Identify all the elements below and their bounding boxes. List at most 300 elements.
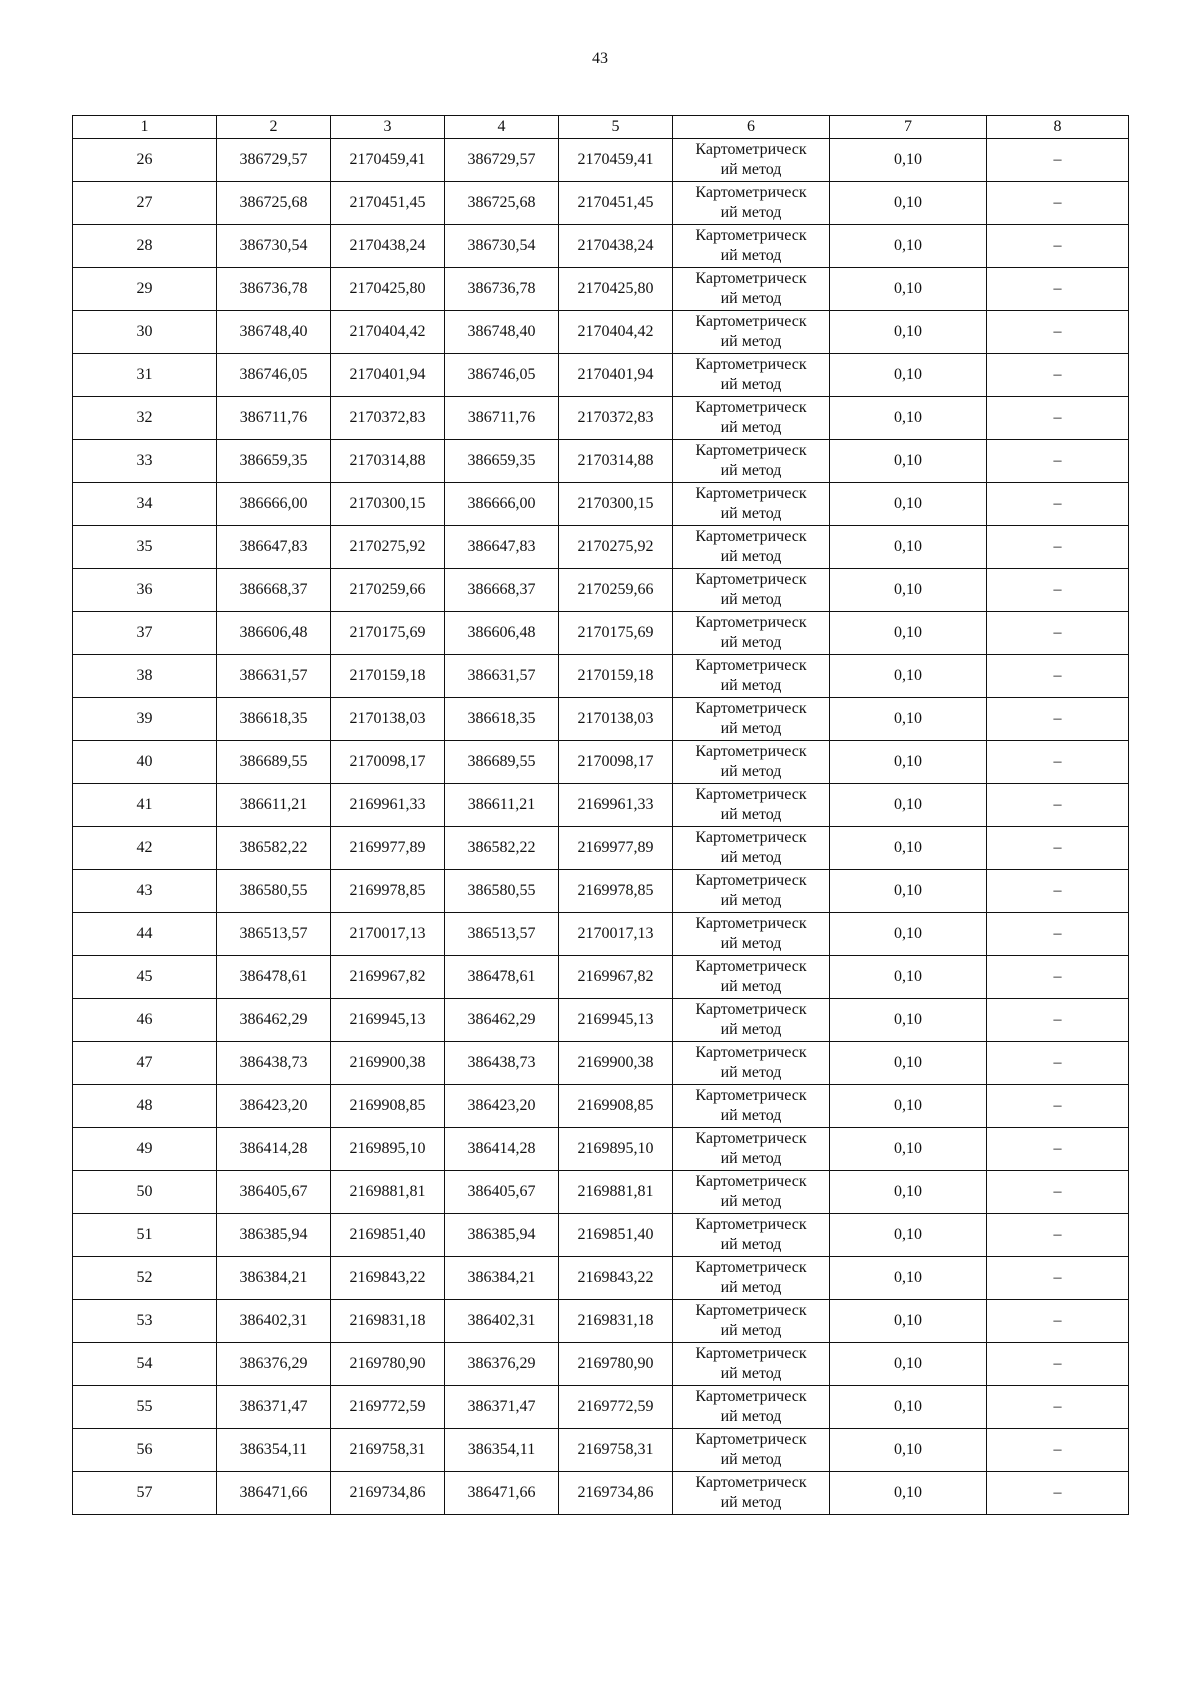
method-line-1: Картометрическ bbox=[695, 1302, 807, 1319]
table-cell-method bbox=[673, 1472, 830, 1515]
table-cell-n: 34 bbox=[73, 483, 217, 526]
method-line-1: Картометрическ bbox=[695, 1216, 807, 1233]
table-cell-x2: 386582,22 bbox=[445, 827, 559, 870]
table-cell-note: – bbox=[987, 311, 1129, 354]
method-line-2: ий метод bbox=[720, 591, 782, 608]
table-cell-x1: 386748,40 bbox=[217, 311, 331, 354]
method-line-2: ий метод bbox=[720, 1021, 782, 1038]
table-row bbox=[73, 655, 1129, 698]
header-row bbox=[73, 116, 1129, 139]
method-line-2: ий метод bbox=[720, 892, 782, 909]
column-header: 2 bbox=[217, 116, 331, 139]
table-cell-y2: 2169843,22 bbox=[559, 1257, 673, 1300]
table-cell-y2: 2169967,82 bbox=[559, 956, 673, 999]
table-cell-y2: 2169895,10 bbox=[559, 1128, 673, 1171]
table-cell-method bbox=[673, 612, 830, 655]
table-row bbox=[73, 1214, 1129, 1257]
table-cell-x1: 386730,54 bbox=[217, 225, 331, 268]
table-cell-method bbox=[673, 225, 830, 268]
table-row bbox=[73, 268, 1129, 311]
table-row bbox=[73, 784, 1129, 827]
table-cell-x1: 386659,35 bbox=[217, 440, 331, 483]
table-cell-acc: 0,10 bbox=[830, 182, 987, 225]
table-cell-y1: 2170017,13 bbox=[331, 913, 445, 956]
table-cell-method bbox=[673, 1343, 830, 1386]
method-line-2: ий метод bbox=[720, 1322, 782, 1339]
table-cell-x2: 386580,55 bbox=[445, 870, 559, 913]
table-cell-n: 52 bbox=[73, 1257, 217, 1300]
method-line-1: Картометрическ bbox=[695, 270, 807, 287]
table-cell-method bbox=[673, 784, 830, 827]
table-cell-method bbox=[673, 1128, 830, 1171]
table-body bbox=[73, 139, 1129, 1515]
method-line-2: ий метод bbox=[720, 849, 782, 866]
table-row bbox=[73, 182, 1129, 225]
table-row bbox=[73, 999, 1129, 1042]
table-cell-y2: 2170438,24 bbox=[559, 225, 673, 268]
table-row bbox=[73, 612, 1129, 655]
table-cell-x1: 386471,66 bbox=[217, 1472, 331, 1515]
method-line-1: Картометрическ bbox=[695, 614, 807, 631]
table-cell-method bbox=[673, 1257, 830, 1300]
table-cell-y1: 2169961,33 bbox=[331, 784, 445, 827]
table-cell-note: – bbox=[987, 1343, 1129, 1386]
table-cell-y1: 2170259,66 bbox=[331, 569, 445, 612]
table-cell-y2: 2170404,42 bbox=[559, 311, 673, 354]
table-cell-x1: 386582,22 bbox=[217, 827, 331, 870]
table-cell-x1: 386711,76 bbox=[217, 397, 331, 440]
table-cell-y2: 2170098,17 bbox=[559, 741, 673, 784]
table-cell-y2: 2169900,38 bbox=[559, 1042, 673, 1085]
table-cell-x2: 386668,37 bbox=[445, 569, 559, 612]
table-cell-n: 41 bbox=[73, 784, 217, 827]
table-cell-note: – bbox=[987, 397, 1129, 440]
table-cell-x1: 386736,78 bbox=[217, 268, 331, 311]
table-cell-y2: 2169945,13 bbox=[559, 999, 673, 1042]
method-line-2: ий метод bbox=[720, 1236, 782, 1253]
table-cell-y2: 2169978,85 bbox=[559, 870, 673, 913]
table-cell-method bbox=[673, 1085, 830, 1128]
table-cell-note: – bbox=[987, 1472, 1129, 1515]
table-cell-acc: 0,10 bbox=[830, 225, 987, 268]
table-cell-x1: 386729,57 bbox=[217, 139, 331, 182]
table-cell-method bbox=[673, 913, 830, 956]
table-cell-n: 44 bbox=[73, 913, 217, 956]
method-line-1: Картометрическ bbox=[695, 1001, 807, 1018]
table-cell-x1: 386402,31 bbox=[217, 1300, 331, 1343]
table-cell-x2: 386659,35 bbox=[445, 440, 559, 483]
table-row bbox=[73, 1171, 1129, 1214]
table-cell-y2: 2169780,90 bbox=[559, 1343, 673, 1386]
method-line-2: ий метод bbox=[720, 935, 782, 952]
table-cell-y1: 2169978,85 bbox=[331, 870, 445, 913]
table-cell-note: – bbox=[987, 612, 1129, 655]
table-cell-acc: 0,10 bbox=[830, 1343, 987, 1386]
table-cell-n: 27 bbox=[73, 182, 217, 225]
table-cell-acc: 0,10 bbox=[830, 784, 987, 827]
method-line-1: Картометрическ bbox=[695, 700, 807, 717]
table-cell-acc: 0,10 bbox=[830, 1300, 987, 1343]
table-cell-acc: 0,10 bbox=[830, 440, 987, 483]
table-cell-note: – bbox=[987, 1386, 1129, 1429]
table-row bbox=[73, 1300, 1129, 1343]
method-line-2: ий метод bbox=[720, 161, 782, 178]
table-cell-x1: 386618,35 bbox=[217, 698, 331, 741]
method-line-2: ий метод bbox=[720, 1193, 782, 1210]
table-cell-n: 36 bbox=[73, 569, 217, 612]
table-cell-acc: 0,10 bbox=[830, 354, 987, 397]
table-cell-x2: 386618,35 bbox=[445, 698, 559, 741]
method-line-1: Картометрическ bbox=[695, 141, 807, 158]
method-line-1: Картометрическ bbox=[695, 1388, 807, 1405]
table-cell-y1: 2169758,31 bbox=[331, 1429, 445, 1472]
table-cell-n: 49 bbox=[73, 1128, 217, 1171]
table-cell-n: 57 bbox=[73, 1472, 217, 1515]
method-line-1: Картометрическ bbox=[695, 743, 807, 760]
table-cell-n: 55 bbox=[73, 1386, 217, 1429]
table-cell-n: 45 bbox=[73, 956, 217, 999]
table-cell-note: – bbox=[987, 1085, 1129, 1128]
table-cell-y2: 2170259,66 bbox=[559, 569, 673, 612]
table-cell-x2: 386402,31 bbox=[445, 1300, 559, 1343]
table-cell-n: 51 bbox=[73, 1214, 217, 1257]
table-cell-acc: 0,10 bbox=[830, 1128, 987, 1171]
table-cell-acc: 0,10 bbox=[830, 956, 987, 999]
table-cell-x2: 386478,61 bbox=[445, 956, 559, 999]
table-cell-n: 43 bbox=[73, 870, 217, 913]
table-cell-x2: 386729,57 bbox=[445, 139, 559, 182]
table-cell-x2: 386631,57 bbox=[445, 655, 559, 698]
table-cell-x2: 386666,00 bbox=[445, 483, 559, 526]
table-cell-acc: 0,10 bbox=[830, 655, 987, 698]
table-cell-note: – bbox=[987, 655, 1129, 698]
table-cell-x2: 386471,66 bbox=[445, 1472, 559, 1515]
table-cell-n: 54 bbox=[73, 1343, 217, 1386]
table-cell-y1: 2170098,17 bbox=[331, 741, 445, 784]
table-cell-method bbox=[673, 268, 830, 311]
method-line-2: ий метод bbox=[720, 333, 782, 350]
table-cell-note: – bbox=[987, 741, 1129, 784]
method-line-1: Картометрическ bbox=[695, 1044, 807, 1061]
table-cell-y2: 2169831,18 bbox=[559, 1300, 673, 1343]
table-cell-x1: 386606,48 bbox=[217, 612, 331, 655]
table-cell-x2: 386423,20 bbox=[445, 1085, 559, 1128]
method-line-2: ий метод bbox=[720, 634, 782, 651]
table-cell-x1: 386689,55 bbox=[217, 741, 331, 784]
table-cell-acc: 0,10 bbox=[830, 268, 987, 311]
table-cell-x1: 386580,55 bbox=[217, 870, 331, 913]
table-cell-x1: 386438,73 bbox=[217, 1042, 331, 1085]
table-cell-y1: 2170438,24 bbox=[331, 225, 445, 268]
table-cell-x1: 386631,57 bbox=[217, 655, 331, 698]
table-cell-method bbox=[673, 999, 830, 1042]
page-number: 43 bbox=[592, 50, 608, 67]
table-cell-x1: 386611,21 bbox=[217, 784, 331, 827]
table-row bbox=[73, 440, 1129, 483]
table-cell-method bbox=[673, 397, 830, 440]
table-cell-note: – bbox=[987, 999, 1129, 1042]
table-cell-y1: 2169977,89 bbox=[331, 827, 445, 870]
table-cell-x2: 386748,40 bbox=[445, 311, 559, 354]
method-line-2: ий метод bbox=[720, 1451, 782, 1468]
table-cell-y1: 2170459,41 bbox=[331, 139, 445, 182]
table-cell-acc: 0,10 bbox=[830, 1042, 987, 1085]
table-cell-method bbox=[673, 483, 830, 526]
method-line-1: Картометрическ bbox=[695, 356, 807, 373]
table-cell-method bbox=[673, 526, 830, 569]
table-cell-method bbox=[673, 182, 830, 225]
table-cell-note: – bbox=[987, 1171, 1129, 1214]
table-row bbox=[73, 827, 1129, 870]
table-cell-x1: 386384,21 bbox=[217, 1257, 331, 1300]
table-cell-note: – bbox=[987, 225, 1129, 268]
table-row bbox=[73, 311, 1129, 354]
table-cell-n: 26 bbox=[73, 139, 217, 182]
table-cell-n: 39 bbox=[73, 698, 217, 741]
table-cell-note: – bbox=[987, 1429, 1129, 1472]
table-cell-method bbox=[673, 354, 830, 397]
method-line-1: Картометрическ bbox=[695, 657, 807, 674]
table-cell-y1: 2169881,81 bbox=[331, 1171, 445, 1214]
table-cell-note: – bbox=[987, 569, 1129, 612]
table-cell-method bbox=[673, 311, 830, 354]
table-cell-method bbox=[673, 569, 830, 612]
method-line-2: ий метод bbox=[720, 290, 782, 307]
table-cell-y1: 2170372,83 bbox=[331, 397, 445, 440]
method-line-1: Картометрическ bbox=[695, 958, 807, 975]
table-cell-x2: 386746,05 bbox=[445, 354, 559, 397]
table-row bbox=[73, 569, 1129, 612]
table-cell-x2: 386371,47 bbox=[445, 1386, 559, 1429]
table-row bbox=[73, 354, 1129, 397]
table-cell-y2: 2170372,83 bbox=[559, 397, 673, 440]
table-cell-x1: 386647,83 bbox=[217, 526, 331, 569]
table-cell-y2: 2170425,80 bbox=[559, 268, 673, 311]
method-line-1: Картометрическ bbox=[695, 829, 807, 846]
table-cell-x1: 386385,94 bbox=[217, 1214, 331, 1257]
method-line-1: Картометрическ bbox=[695, 571, 807, 588]
table-cell-y1: 2169945,13 bbox=[331, 999, 445, 1042]
table-cell-y1: 2169734,86 bbox=[331, 1472, 445, 1515]
table-cell-x1: 386725,68 bbox=[217, 182, 331, 225]
method-line-2: ий метод bbox=[720, 1365, 782, 1382]
table-cell-method bbox=[673, 1171, 830, 1214]
table-row bbox=[73, 1429, 1129, 1472]
table-row bbox=[73, 1343, 1129, 1386]
table-cell-note: – bbox=[987, 1257, 1129, 1300]
table-cell-y1: 2169967,82 bbox=[331, 956, 445, 999]
table-cell-y1: 2169780,90 bbox=[331, 1343, 445, 1386]
method-line-1: Картометрическ bbox=[695, 184, 807, 201]
table-row bbox=[73, 397, 1129, 440]
method-line-1: Картометрическ bbox=[695, 1173, 807, 1190]
table-cell-n: 32 bbox=[73, 397, 217, 440]
table-cell-acc: 0,10 bbox=[830, 741, 987, 784]
column-header: 1 bbox=[73, 116, 217, 139]
table-cell-x2: 386513,57 bbox=[445, 913, 559, 956]
method-line-2: ий метод bbox=[720, 419, 782, 436]
method-line-1: Картометрическ bbox=[695, 1474, 807, 1491]
table-cell-y1: 2170314,88 bbox=[331, 440, 445, 483]
table-cell-x1: 386666,00 bbox=[217, 483, 331, 526]
table-cell-acc: 0,10 bbox=[830, 569, 987, 612]
table-cell-method bbox=[673, 1386, 830, 1429]
table-cell-note: – bbox=[987, 354, 1129, 397]
table-cell-x2: 386606,48 bbox=[445, 612, 559, 655]
table-cell-acc: 0,10 bbox=[830, 1214, 987, 1257]
table-cell-note: – bbox=[987, 913, 1129, 956]
table-cell-x1: 386414,28 bbox=[217, 1128, 331, 1171]
table-cell-y2: 2170300,15 bbox=[559, 483, 673, 526]
table-cell-acc: 0,10 bbox=[830, 827, 987, 870]
table-cell-y2: 2170275,92 bbox=[559, 526, 673, 569]
table-cell-y1: 2170138,03 bbox=[331, 698, 445, 741]
table-cell-acc: 0,10 bbox=[830, 483, 987, 526]
table-row bbox=[73, 698, 1129, 741]
table-cell-note: – bbox=[987, 1128, 1129, 1171]
table-cell-acc: 0,10 bbox=[830, 698, 987, 741]
table-cell-method bbox=[673, 741, 830, 784]
table-cell-n: 33 bbox=[73, 440, 217, 483]
method-line-2: ий метод bbox=[720, 763, 782, 780]
table-cell-x2: 386725,68 bbox=[445, 182, 559, 225]
table-cell-method bbox=[673, 1214, 830, 1257]
table-cell-note: – bbox=[987, 1042, 1129, 1085]
table-cell-y2: 2170451,45 bbox=[559, 182, 673, 225]
table-cell-x2: 386385,94 bbox=[445, 1214, 559, 1257]
table-cell-y2: 2169851,40 bbox=[559, 1214, 673, 1257]
table-row bbox=[73, 526, 1129, 569]
method-line-1: Картометрическ bbox=[695, 915, 807, 932]
table-cell-n: 56 bbox=[73, 1429, 217, 1472]
table-cell-x2: 386405,67 bbox=[445, 1171, 559, 1214]
table-cell-note: – bbox=[987, 268, 1129, 311]
table-cell-n: 48 bbox=[73, 1085, 217, 1128]
table-row bbox=[73, 1128, 1129, 1171]
table-cell-x2: 386438,73 bbox=[445, 1042, 559, 1085]
column-header: 3 bbox=[331, 116, 445, 139]
table-cell-note: – bbox=[987, 827, 1129, 870]
table-cell-note: – bbox=[987, 956, 1129, 999]
table-cell-method bbox=[673, 1042, 830, 1085]
table-cell-x1: 386478,61 bbox=[217, 956, 331, 999]
method-line-2: ий метод bbox=[720, 204, 782, 221]
method-line-1: Картометрическ bbox=[695, 227, 807, 244]
table-cell-y1: 2169772,59 bbox=[331, 1386, 445, 1429]
table-cell-method bbox=[673, 870, 830, 913]
table-cell-acc: 0,10 bbox=[830, 1171, 987, 1214]
table-cell-x1: 386746,05 bbox=[217, 354, 331, 397]
table-cell-x1: 386668,37 bbox=[217, 569, 331, 612]
table-cell-acc: 0,10 bbox=[830, 612, 987, 655]
method-line-2: ий метод bbox=[720, 1150, 782, 1167]
table-cell-y1: 2170401,94 bbox=[331, 354, 445, 397]
table-cell-x2: 386711,76 bbox=[445, 397, 559, 440]
method-line-1: Картометрическ bbox=[695, 442, 807, 459]
method-line-2: ий метод bbox=[720, 1064, 782, 1081]
table-cell-note: – bbox=[987, 440, 1129, 483]
table-cell-x2: 386611,21 bbox=[445, 784, 559, 827]
table-cell-acc: 0,10 bbox=[830, 999, 987, 1042]
column-header: 7 bbox=[830, 116, 987, 139]
method-line-1: Картометрическ bbox=[695, 786, 807, 803]
method-line-1: Картометрическ bbox=[695, 313, 807, 330]
method-line-2: ий метод bbox=[720, 376, 782, 393]
table-cell-x2: 386462,29 bbox=[445, 999, 559, 1042]
table-cell-note: – bbox=[987, 182, 1129, 225]
method-line-1: Картометрическ bbox=[695, 485, 807, 502]
table-row bbox=[73, 741, 1129, 784]
table-cell-y1: 2170159,18 bbox=[331, 655, 445, 698]
table-cell-y1: 2170300,15 bbox=[331, 483, 445, 526]
table-cell-n: 40 bbox=[73, 741, 217, 784]
table-row bbox=[73, 1085, 1129, 1128]
table-cell-y2: 2169772,59 bbox=[559, 1386, 673, 1429]
table-cell-x1: 386405,67 bbox=[217, 1171, 331, 1214]
method-line-2: ий метод bbox=[720, 1279, 782, 1296]
table-cell-note: – bbox=[987, 483, 1129, 526]
method-line-2: ий метод bbox=[720, 1494, 782, 1511]
column-header: 4 bbox=[445, 116, 559, 139]
method-line-2: ий метод bbox=[720, 978, 782, 995]
table-cell-acc: 0,10 bbox=[830, 1085, 987, 1128]
table-row bbox=[73, 956, 1129, 999]
method-line-1: Картометрическ bbox=[695, 1130, 807, 1147]
table-row bbox=[73, 139, 1129, 182]
table-cell-y2: 2170401,94 bbox=[559, 354, 673, 397]
method-line-1: Картометрическ bbox=[695, 399, 807, 416]
table-cell-n: 50 bbox=[73, 1171, 217, 1214]
table-cell-x2: 386647,83 bbox=[445, 526, 559, 569]
method-line-1: Картометрическ bbox=[695, 872, 807, 889]
table-cell-n: 35 bbox=[73, 526, 217, 569]
table-cell-y2: 2170159,18 bbox=[559, 655, 673, 698]
column-header: 8 bbox=[987, 116, 1129, 139]
table-cell-acc: 0,10 bbox=[830, 397, 987, 440]
table-cell-note: – bbox=[987, 139, 1129, 182]
table-cell-x1: 386376,29 bbox=[217, 1343, 331, 1386]
table-cell-y1: 2170275,92 bbox=[331, 526, 445, 569]
table-cell-note: – bbox=[987, 1300, 1129, 1343]
table-cell-acc: 0,10 bbox=[830, 311, 987, 354]
table-cell-acc: 0,10 bbox=[830, 1257, 987, 1300]
table-row bbox=[73, 1042, 1129, 1085]
table-cell-y2: 2170017,13 bbox=[559, 913, 673, 956]
table-cell-acc: 0,10 bbox=[830, 870, 987, 913]
table-cell-n: 29 bbox=[73, 268, 217, 311]
table-cell-note: – bbox=[987, 784, 1129, 827]
table-cell-method bbox=[673, 827, 830, 870]
table-cell-x1: 386462,29 bbox=[217, 999, 331, 1042]
method-line-2: ий метод bbox=[720, 677, 782, 694]
column-header: 6 bbox=[673, 116, 830, 139]
table-cell-x2: 386354,11 bbox=[445, 1429, 559, 1472]
table-cell-y1: 2170404,42 bbox=[331, 311, 445, 354]
table-cell-y2: 2169758,31 bbox=[559, 1429, 673, 1472]
table-cell-note: – bbox=[987, 698, 1129, 741]
table-cell-y2: 2169881,81 bbox=[559, 1171, 673, 1214]
table-cell-y2: 2170459,41 bbox=[559, 139, 673, 182]
table-cell-x2: 386384,21 bbox=[445, 1257, 559, 1300]
table-cell-y2: 2169977,89 bbox=[559, 827, 673, 870]
table-cell-acc: 0,10 bbox=[830, 1429, 987, 1472]
table-cell-n: 28 bbox=[73, 225, 217, 268]
table-cell-acc: 0,10 bbox=[830, 139, 987, 182]
table-cell-n: 53 bbox=[73, 1300, 217, 1343]
table-cell-x2: 386730,54 bbox=[445, 225, 559, 268]
table-cell-x2: 386736,78 bbox=[445, 268, 559, 311]
method-line-2: ий метод bbox=[720, 548, 782, 565]
